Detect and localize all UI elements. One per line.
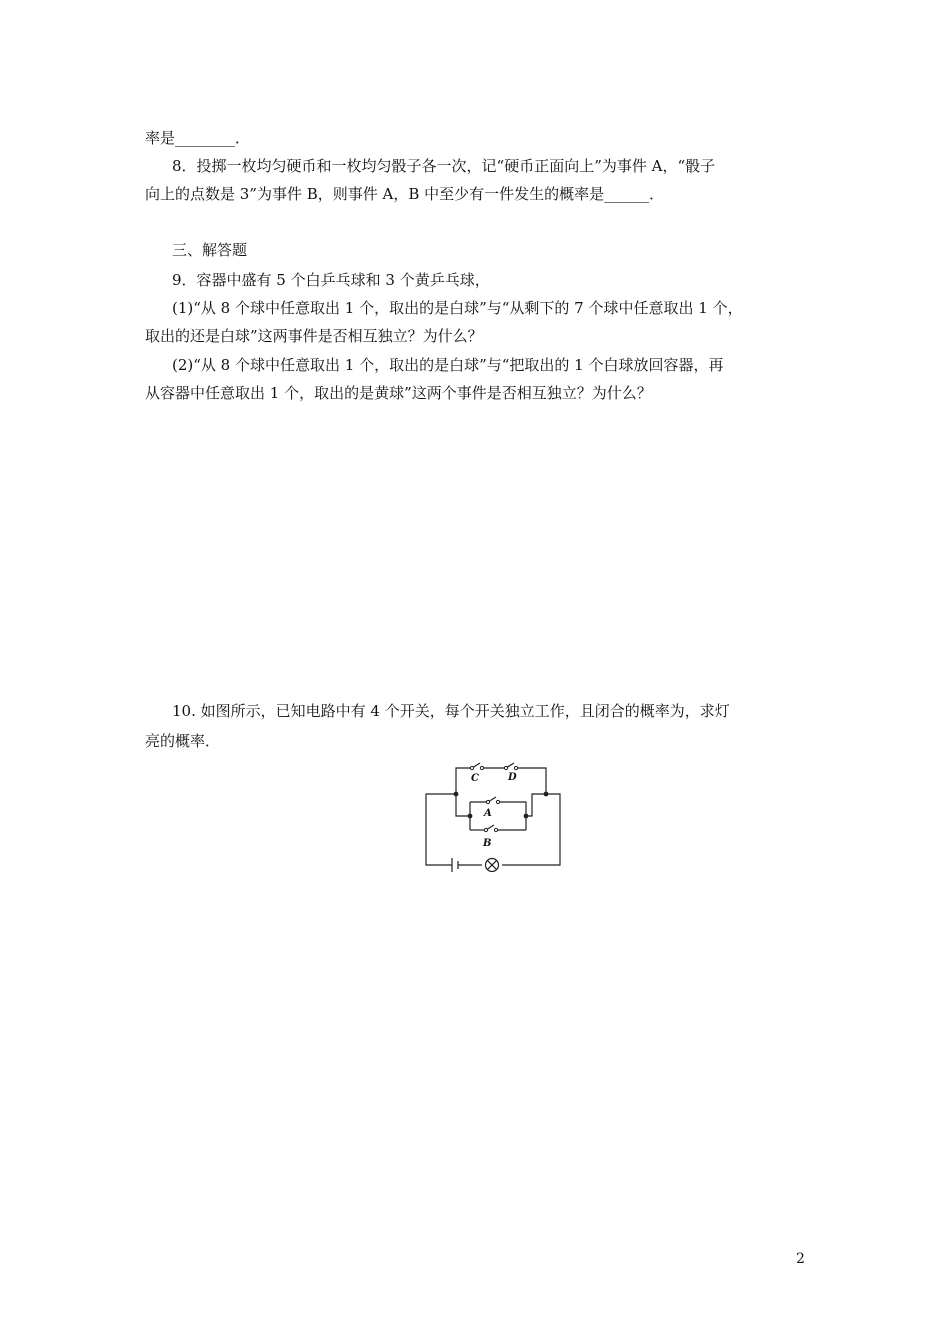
switch-label-a: A bbox=[484, 808, 492, 819]
switch-label-b: B bbox=[483, 838, 492, 849]
question-10-line-1: 10. 如图所示，已知电路中有 4 个开关，每个开关独立工作，且闭合的概率为，求灯 bbox=[172, 702, 730, 720]
question-9-stem: 9．容器中盛有 5 个白乒乓球和 3 个黄乒乓球， bbox=[172, 271, 490, 289]
section-heading: 三、解答题 bbox=[172, 241, 248, 259]
question-9-part-1-line-2: 取出的还是白球”这两事件是否相互独立？为什么？ bbox=[145, 327, 483, 345]
question-7-tail: 率是________． bbox=[145, 129, 251, 147]
question-9-part-2-line-2: 从容器中任意取出 1 个，取出的是黄球”这两个事件是否相互独立？为什么？ bbox=[145, 384, 652, 402]
question-8-line-2: 向上的点数是 3”为事件 B，则事件 A，B 中至少有一件发生的概率是______． bbox=[145, 185, 665, 203]
question-9-part-2-line-1: (2)“从 8 个球中任意取出 1 个，取出的是白球”与“把取出的 1 个白球放回容器，再 bbox=[172, 356, 724, 374]
question-8-line-1: 8．投掷一枚均匀硬币和一枚均匀骰子各一次，记“硬币正面向上”为事件 A，“骰子 bbox=[172, 157, 716, 175]
page-number: 2 bbox=[796, 1251, 805, 1267]
question-9-part-1-line-1: (1)“从 8 个球中任意取出 1 个，取出的是白球”与“从剩下的 7 个球中任意取出 1 个， bbox=[172, 299, 743, 317]
switch-label-d: D bbox=[508, 772, 517, 783]
circuit-diagram bbox=[420, 760, 570, 872]
switch-label-c: C bbox=[471, 773, 479, 784]
question-10-line-2: 亮的概率． bbox=[145, 732, 221, 750]
